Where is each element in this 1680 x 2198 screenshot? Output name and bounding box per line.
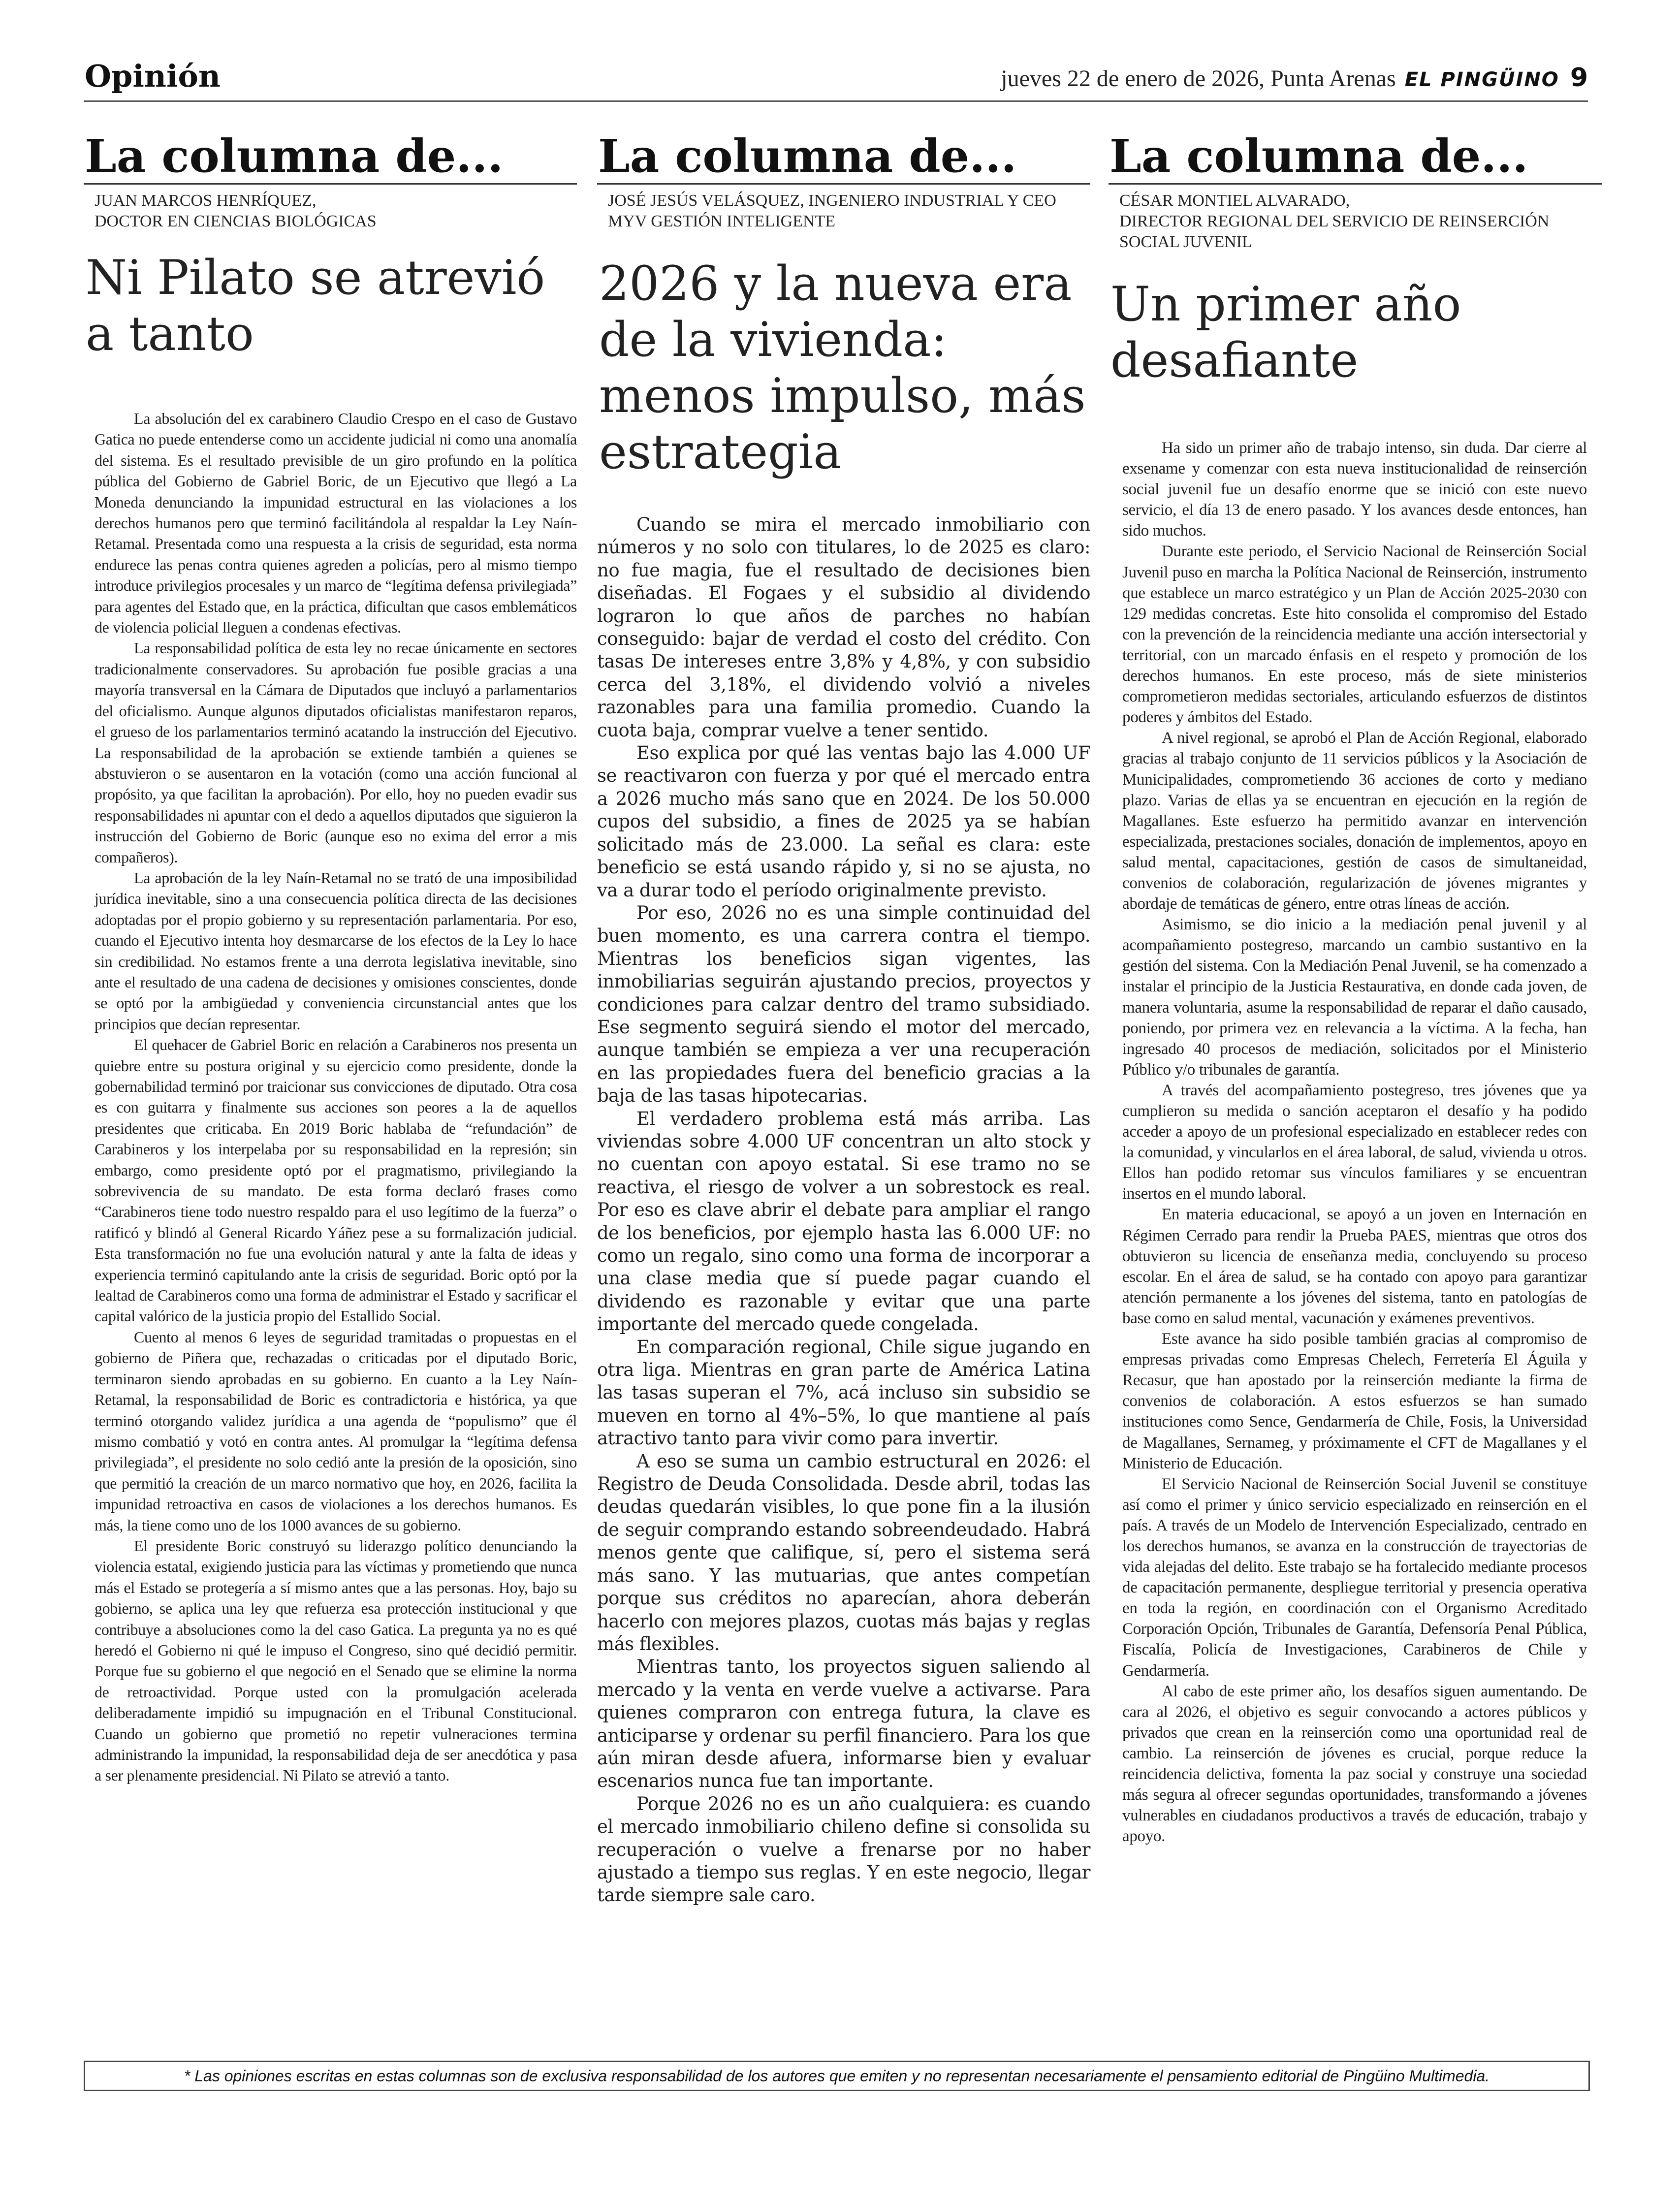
author-byline	[95, 191, 577, 232]
paragraph: El quehacer de Gabriel Boric en relación a Carabineros nos presenta un quiebre entre su postura original y su ejercicio como presidente, donde la gobernabilidad terminó por traicionar sus convicciones de diputado. Otra cosa es con guitarra y finalmente sus acciones son peores a la de aquellos presidentes que criticaba. En 2019 Boric hablaba de “refundación” de Carabineros y los interpelaba por su responsabilidad en la represión; sin embargo, como presidente optó por el pragmatismo, privilegiando la sobrevivencia de su mandato. De esta forma declaró frases como “Carabineros tiene todo nuestro respaldo para el uso legítimo de la fuerza” o ratificó y blindó al General Ricardo Yáñez pese a su formalización judicial. Esta transformación no fue una evolución natural y ante la falta de ideas y experiencia terminó capitulando ante la crisis de seguridad. Boric optó por la lealtad de Carabineros como una forma de administrar el Estado y sacrificar el capital valórico de la justicia propio del Estallido Social.	[95, 1036, 577, 1325]
paragraph: A eso se suma un cambio estructural en 2026: el Registro de Deuda Consolidada. Desde abril, todas las deudas quedarán visibles, lo que pone fin a la ilusión de seguir comprando estando sobreendeudado. Habrá menos gente que califique, sí, pero el sistema será más sano. Y las mutuarias, que antes competían porque sus créditos no aparecían, ahora deberán hacerlo con mejores plazos, cuotas más bajas y reglas más flexibles.	[597, 1450, 1090, 1655]
paragraph: Por eso, 2026 no es una simple continuidad del buen momento, es una carrera contra el tiempo. Mientras los beneficios sigan vigentes, las inmobiliarias seguirán ajustando precios, proyectos y condiciones para calzar dentro del tramo subsidiado. Ese segmento seguirá siendo el motor del mercado, aunque también se empieza a ver una recuperación en las propiedades fuera del beneficio gracias a la baja de las tasas hipotecarias.	[597, 902, 1090, 1107]
article-body	[597, 513, 1090, 1907]
author-name: CÉSAR MONTIEL ALVARADO,	[1119, 191, 1350, 210]
article-title: 2026 y la nueva era de la vivienda: menos impulso, más estrategia	[599, 256, 1086, 479]
paragraph: Al cabo de este primer año, los desafíos siguen aumentando. De cara al 2026, el objetivo es seguir convocando a actores públicos y privados que crean en la reinserción como una oportunidad real de cambio. La reinserción de jóvenes es crucial, porque reduce la reincidencia delictiva, fomenta la paz social y construye una sociedad más segura al ofrecer segundas oportunidades, transformando a jóvenes vulnerables en ciudadanos productivos a través de educación, trabajo y apoyo.	[1122, 1682, 1587, 1846]
editorial-disclaimer: * Las opiniones escritas en estas columnas son de exclusiva responsabilidad de los autores que emiten y no representan necesariamente el pensamiento editorial de Pingüino Multimedia.	[84, 2061, 1590, 2091]
paragraph: Ha sido un primer año de trabajo intenso, sin duda. Dar cierre al exsename y comenzar con esta nueva institucionalidad de reinserción social juvenil fue un desafío enorme que se inició con este nuevo servicio, el día 13 de enero pasado. Y los avances desde entonces, han sido muchos.	[1122, 439, 1587, 540]
author-name: JOSÉ JESÚS VELÁSQUEZ, INGENIERO INDUSTRIAL Y CEO	[608, 191, 1056, 210]
paragraph: La responsabilidad política de esta ley no recae únicamente en sectores tradicionalmente conservadores. Su aprobación fue posible gracias a una mayoría transversal en la Cámara de Diputados que incluyó a parlamentarios del oficialismo. Aunque algunos diputados oficialistas manifestaron reparos, el grueso de los parlamentarios terminó acatando la instrucción del Ejecutivo. La responsabilidad de la aprobación se extiende también a quienes se abstuvieron o se ausentaron en la votación (como una acción funcional al propósito, ya que facilitan la aprobación). Por ello, hoy no pueden evadir sus responsabilidades ni apuntar con el dedo a aquellos diputados que siguieron la instrucción del Gobierno de Boric (aunque eso no exima del error a mis compañeros).	[95, 639, 577, 866]
paragraph: Asimismo, se dio inicio a la mediación penal juvenil y al acompañamiento postegreso, marcando un cambio sustantivo en la gestión del sistema. Con la Mediación Penal Juvenil, se ha comenzado a instalar el principio de la Justicia Restaurativa, en donde cada joven, de manera voluntaria, asume la responsabilidad de reparar el daño causado, poniendo, por primera vez en relevancia a la víctima. A la fecha, han ingresado 40 procesos de mediación, solicitados por el Ministerio Público y/o tribunales de garantía.	[1122, 916, 1587, 1079]
section-title: Opinión	[85, 58, 221, 94]
paragraph: En comparación regional, Chile sigue jugando en otra liga. Mientras en gran parte de América Latina las tasas superan el 7%, acá incluso sin subsidio se mueven en torno al 4%–5%, lo que mantiene al país atractivo tanto para vivir como para invertir.	[597, 1336, 1090, 1449]
author-role: DOCTOR EN CIENCIAS BIOLÓGICAS	[95, 212, 377, 230]
paragraph: El verdadero problema está más arriba. Las viviendas sobre 4.000 UF concentran un alto stock y no cuentan con apoyo estatal. Si ese tramo no se reactiva, el riesgo de volver a un sobrestock es real. Por eso es clave abrir el debate para ampliar el rango de los beneficios, por ejemplo hasta las 6.000 UF: no como un regalo, sino como una forma de incorporar a una clase media que sí puede pagar cuando el dividendo es razonable y evitar que una parte importante del mercado quede congelada.	[597, 1108, 1090, 1335]
paragraph: Este avance ha sido posible también gracias al compromiso de empresas privadas como Empresas Chelech, Ferretería El Águila y Recasur, que han apostado por la reinserción mediante la firma de convenios de colaboración. A estos esfuerzos se han sumado instituciones como Sence, Gendarmería de Chile, Fosis, la Universidad de Magallanes, Sernameg, y próximamente el CFT de Magallanes y el Ministerio de Educación.	[1122, 1330, 1587, 1472]
page-number: 9	[1570, 63, 1588, 93]
newspaper-logo: EL PINGÜINO	[1404, 68, 1559, 91]
article-body	[1109, 438, 1602, 1847]
column-heading: La columna de...	[597, 129, 1090, 185]
paragraph: La absolución del ex carabinero Claudio Crespo en el caso de Gustavo Gatica no puede entenderse como un accidente judicial ni como una anomalía del sistema. Es el resultado previsible de un giro profundo en la política pública del Gobierno de Gabriel Boric, de un Ejecutivo que llegó a La Moneda denunciando la impunidad estructural en las violaciones a los derechos humanos pero que terminó facilitándola al respaldar la Ley Naín-Retamal. Presentada como una respuesta a la crisis de seguridad, esta norma endurece las penas contra quienes agreden a policías, pero al mismo tiempo introduce privilegios procesales y un marco de “legítima defensa privilegiada” para agentes del Estado que, en la práctica, dificultan que casos emblemáticos de violencia policial lleguen a condenas efectivas.	[95, 410, 577, 637]
opinion-column-1	[84, 129, 577, 1786]
author-byline	[1119, 191, 1602, 253]
paragraph: La aprobación de la ley Naín-Retamal no se trató de una imposibilidad jurídica inevitable, sino a una consecuencia política directa de las decisiones adoptadas por el propio gobierno y su representación parlamentaria. Por eso, cuando el Ejecutivo intenta hoy desmarcarse de los efectos de la Ley lo hace sin credibilidad. No estamos frente a una derrota legislativa inevitable, sino ante el resultado de una cadena de decisiones y omisiones conscientes, donde se optó por la ambigüedad y conveniencia circunstancial antes que los principios que decían representar.	[95, 868, 577, 1033]
paragraph: El Servicio Nacional de Reinserción Social Juvenil se constituye así como el primer y único servicio especializado en reinserción en el país. A través de un Modelo de Intervención Especializado, centrado en los derechos humanos, se avanza en la construcción de trayectorias de vida alejadas del delito. Este trabajo se ha fortalecido mediante procesos de capacitación permanente, despliegue territorial y presencia operativa en toda la región, en coordinación con el Organismo Acreditado Corporación Opción, Tribunales de Garantía, Defensoría Penal Pública, Fiscalía, Policía de Investigaciones, Carabineros de Chile y Gendarmería.	[1122, 1475, 1587, 1680]
paragraph: Cuento al menos 6 leyes de seguridad tramitadas o propuestas en el gobierno de Piñera que, rechazadas o criticadas por el diputado Boric, terminaron siendo aprobadas en su gobierno. En cuanto a la Ley Naín-Retamal, la responsabilidad de Boric es contradictoria e histórica, ya que terminó otorgando validez jurídica a una agenda de “populismo” que él mismo combatió y votó en contra antes. Al promulgar la “legítima defensa privilegiada”, el presidente no solo cedió ante la presión de la oposición, sino que permitió la creación de un marco normativo que hoy, en 2026, facilita la impunidad retroactiva en casos de violaciones a los derechos humanos. Es más, la tiene como uno de los 1000 avances de su gobierno.	[95, 1328, 577, 1534]
column-heading: La columna de...	[84, 129, 577, 185]
opinion-column-2	[597, 129, 1090, 1907]
paragraph: A nivel regional, se aprobó el Plan de Acción Regional, elaborado gracias al trabajo conjunto de 11 servicios públicos y la Asociación de Municipalidades, comprometiendo 36 acciones de corto y mediano plazo. Varias de ellas ya se encuentran en ejecución en la región de Magallanes. Este esfuerzo ha permitido avanzar en intervención especializada, prestaciones sociales, donación de implementos, apoyo en salud mental, capacitaciones, gestión de casos de simultaneidad, convenios de colaboración, regularización de jóvenes migrantes y abordaje de temáticas de género, entre otras líneas de acción.	[1122, 729, 1587, 913]
page-header	[84, 58, 1588, 102]
paragraph: En materia educacional, se apoyó a un joven en Internación en Régimen Cerrado para rendir la Prueba PAES, mientras que otros dos obtuvieron su licencia de enseñanza media, concluyendo su proceso escolar. En el área de salud, se ha contado con apoyo para garantizar atención permanente a los jóvenes del sistema, tanto en patologías de base como en salud mental, vacunación y exámenes preventivos.	[1122, 1206, 1587, 1327]
paragraph: A través del acompañamiento postegreso, tres jóvenes que ya cumplieron su medida o sanción aceptaron el desafío y ha podido acceder a apoyo de un profesional especializado en establecer redes con la comunidad, y vincularlos en el área laboral, de salud, vivienda u otros. Ellos han podido retomar sus vínculos familiares y se encuentran insertos en el mundo laboral.	[1122, 1081, 1587, 1203]
article-title: Un primer año desafiante	[1110, 277, 1461, 388]
dateline	[1001, 63, 1588, 93]
paragraph: Porque 2026 no es un año cualquiera: es cuando el mercado inmobiliario chileno define si consolida su recuperación o vuelve a frenarse por no haber ajustado a tiempo sus reglas. Y en este negocio, llegar tarde siempre sale caro.	[597, 1793, 1090, 1906]
issue-date: jueves 22 de enero de 2026, Punta Arenas	[1001, 65, 1396, 92]
article-title: Ni Pilato se atrevió a tanto	[86, 250, 545, 361]
paragraph: Mientras tanto, los proyectos siguen saliendo al mercado y la venta en verde vuelve a activarse. Para quienes compraron con entrega futura, la clave es anticiparse y ordenar su perfil financiero. Para los que aún miran desde afuera, informarse bien y evaluar escenarios nunca fue tan importante.	[597, 1656, 1090, 1792]
column-heading: La columna de...	[1109, 129, 1602, 185]
author-name: JUAN MARCOS HENRÍQUEZ,	[95, 191, 317, 210]
author-byline	[608, 191, 1090, 232]
paragraph: Durante este periodo, el Servicio Nacional de Reinserción Social Juvenil puso en marcha la Política Nacional de Reinserción, instrumento que establece un marco estratégico y un Plan de Acción 2025-2030 con 129 medidas concretas. Este hito consolida el compromiso del Estado con la prevención de la reincidencia mediante una acción intersectorial y territorial, con un marcado énfasis en el respeto y promoción de los derechos humanos. En este proceso, más de siete ministerios comprometieron medidas sectoriales, articulando esfuerzos de distintos poderes y ámbitos del Estado.	[1122, 542, 1587, 727]
article-body	[84, 408, 577, 1786]
author-role: MYV GESTIÓN INTELIGENTE	[608, 212, 836, 230]
paragraph: Eso explica por qué las ventas bajo las 4.000 UF se reactivaron con fuerza y por qué el mercado entra a 2026 mucho más sano que en 2024. De los 50.000 cupos del subsidio, a fines de 2025 ya se habían solicitado más de 23.000. La señal es clara: este beneficio se está usando rápido y, si no se ajusta, no va a durar todo el período originalmente previsto.	[597, 742, 1090, 901]
paragraph: Cuando se mira el mercado inmobiliario con números y no solo con titulares, lo de 2025 es claro: no fue magia, fue el resultado de decisiones bien diseñadas. El Fogaes y el subsidio al dividendo lograron lo que años de parches no habían conseguido: bajar de verdad el costo del crédito. Con tasas De intereses entre 3,8% y 4,8%, y con subsidio cerca del 3,18%, el dividendo volvió a niveles razonables para una familia promedio. Cuando la cuota baja, comprar vuelve a tener sentido.	[597, 514, 1090, 741]
opinion-column-3	[1109, 129, 1602, 1847]
author-role: DIRECTOR REGIONAL DEL SERVICIO DE REINSERCIÓN SOCIAL JUVENIL	[1119, 212, 1550, 251]
paragraph: El presidente Boric construyó su liderazgo político denunciando la violencia estatal, exigiendo justicia para las víctimas y prometiendo que nunca más el Estado se protegería a sí mismo antes que a las personas. Hoy, bajo su gobierno, se aplica una ley que refuerza esa protección institucional y que contribuye a absoluciones como la del caso Gatica. La pregunta ya no es qué heredó el Gobierno ni qué le impuso el Congreso, sino qué decidió permitir. Porque fue su gobierno el que negoció en el Senado que se elimine la norma de retroactividad. Porque usted con la promulgación acelerada deliberadamente impidió su impugnación en el Tribunal Constitucional. Cuando un gobierno que prometió no repetir vulneraciones termina administrando la impunidad, la responsabilidad deja de ser anecdótica y pasa a ser plenamente presidencial. Ni Pilato se atrevió a tanto.	[95, 1536, 577, 1784]
